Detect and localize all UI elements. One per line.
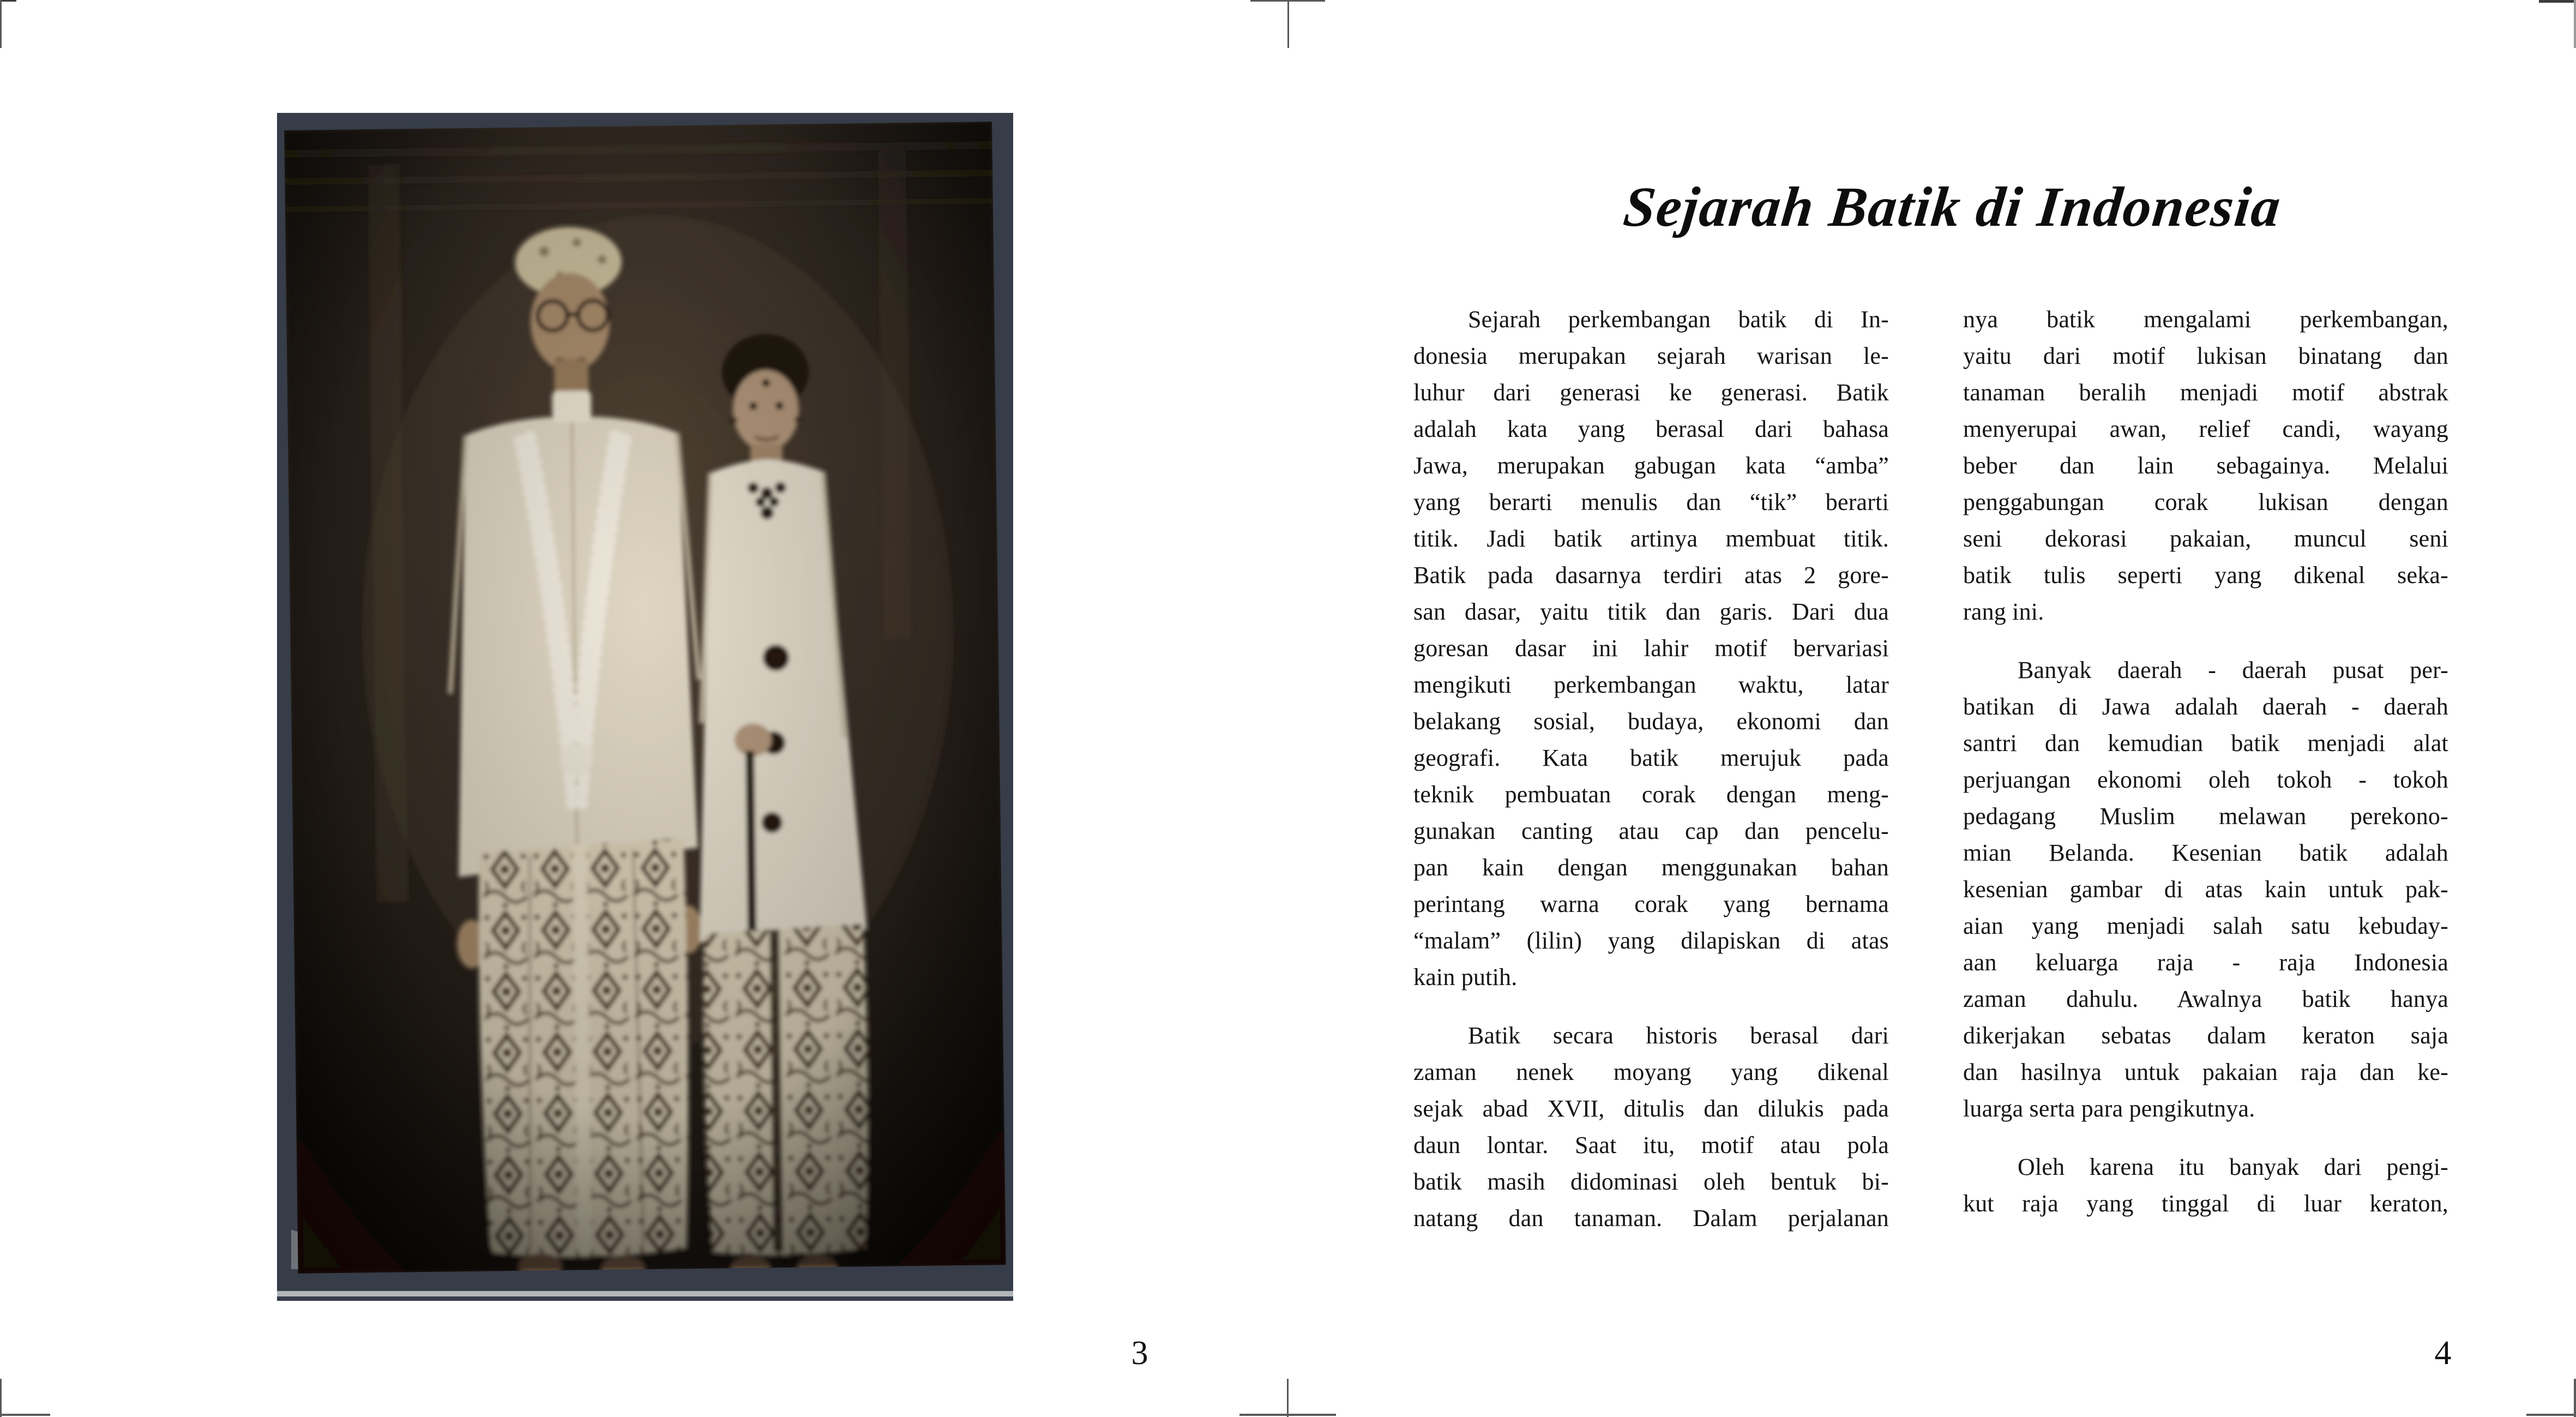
text-line: luarga serta para pengikutnya.: [1963, 1095, 2255, 1122]
text-line: daun lontar. Saat itu, motif atau pola: [1413, 1132, 1889, 1158]
text-line: san dasar, yaitu titik dan garis. Dari dua: [1413, 598, 1889, 625]
text-line: Batik pada dasarnya terdiri atas 2 gore-: [1413, 562, 1889, 589]
text-line: tanaman beralih menjadi motif abstrak: [1963, 379, 2448, 406]
text-column-1: [1413, 301, 1889, 1236]
text-line: dan hasilnya untuk pakaian raja dan ke-: [1963, 1059, 2448, 1085]
text-line: nya batik mengalami perkembangan,: [1963, 306, 2448, 333]
text-line: donesia merupakan sejarah warisan le-: [1413, 343, 1889, 369]
text-line: seni dekorasi pakaian, muncul seni: [1963, 525, 2448, 552]
wedding-photo: [277, 113, 1013, 1301]
text-line: Jawa, merupakan gabugan kata “amba”: [1413, 452, 1889, 479]
text-line: kain putih.: [1413, 964, 1518, 990]
text-line: kesenian gambar di atas kain untuk pak-: [1963, 876, 2448, 903]
crop-mark-top-center-v: [1287, 0, 1289, 48]
photo-scene: [284, 122, 1006, 1286]
text-line: kut raja yang tinggal di luar keraton,: [1963, 1190, 2448, 1217]
crop-mark-bottom-right-h: [2526, 1414, 2576, 1416]
text-line: geografi. Kata batik merujuk pada: [1413, 744, 1889, 771]
text-line: gunakan canting atau cap dan pencelu-: [1413, 818, 1889, 844]
text-column-2: [1963, 301, 2448, 1222]
crop-mark-top-right-v: [2574, 0, 2576, 48]
text-line: Batik secara historis berasal dari: [1468, 1022, 1889, 1049]
text-line: perintang warna corak yang bernama: [1413, 891, 1889, 917]
crop-mark-top-right-h: [2539, 0, 2576, 3]
text-line: titik. Jadi batik artinya membuat titik.: [1413, 525, 1889, 552]
text-line: aan keluarga raja - raja Indonesia: [1963, 949, 2448, 976]
text-line: zaman dahulu. Awalnya batik hanya: [1963, 986, 2448, 1012]
text-line: aian yang menjadi salah satu kebuday-: [1963, 912, 2448, 939]
text-line: yang berarti menulis dan “tik” berarti: [1413, 489, 1889, 515]
text-line: penggabungan corak lukisan dengan: [1963, 489, 2448, 515]
text-line: santri dan kemudian batik menjadi alat: [1963, 730, 2448, 756]
text-line: belakang sosial, budaya, ekonomi dan: [1413, 708, 1889, 735]
text-line: pedagang Muslim melawan perekono-: [1963, 803, 2448, 830]
text-line: rang ini.: [1963, 598, 2044, 625]
crop-mark-bottom-right-v: [2574, 1379, 2576, 1417]
text-line: beber dan lain sebagainya. Melalui: [1963, 452, 2448, 479]
crop-mark-bottom-center-v: [1287, 1379, 1289, 1417]
crop-mark-top-left-h: [0, 0, 16, 2]
page-number-left: 3: [1131, 1335, 1148, 1372]
text-line: mian Belanda. Kesenian batik adalah: [1963, 839, 2448, 866]
text-line: Sejarah perkembangan batik di In-: [1468, 306, 1889, 333]
text-line: luhur dari generasi ke generasi. Batik: [1413, 379, 1889, 406]
text-line: goresan dasar ini lahir motif bervariasi: [1413, 635, 1889, 662]
text-line: Oleh karena itu banyak dari pengi-: [2018, 1154, 2448, 1180]
photo-mount-bottom-highlight: [277, 1291, 1013, 1296]
text-line: batikan di Jawa adalah daerah - daerah: [1963, 693, 2448, 720]
text-line: teknik pembuatan corak dengan meng-: [1413, 781, 1889, 808]
text-line: batik tulis seperti yang dikenal seka-: [1963, 562, 2448, 589]
text-line: natang dan tanaman. Dalam perjalanan: [1413, 1205, 1889, 1232]
crop-mark-top-left-v: [0, 0, 2, 48]
text-line: pan kain dengan menggunakan bahan: [1413, 854, 1889, 881]
wedding-photo-frame: [277, 113, 1013, 1301]
page-title: Sejarah Batik di Indonesia: [1621, 176, 2285, 238]
text-line: mengikuti perkembangan waktu, latar: [1413, 671, 1889, 698]
text-line: perjuangan ekonomi oleh tokoh - tokoh: [1963, 766, 2448, 793]
text-line: menyerupai awan, relief candi, wayang: [1963, 416, 2448, 442]
crop-mark-bottom-left-v: [0, 1379, 2, 1417]
text-line: batik masih didominasi oleh bentuk bi-: [1413, 1168, 1889, 1195]
text-line: adalah kata yang berasal dari bahasa: [1413, 416, 1889, 442]
text-line: sejak abad XVII, ditulis dan dilukis pada: [1413, 1095, 1889, 1122]
text-line: zaman nenek moyang yang dikenal: [1413, 1059, 1889, 1085]
text-line: “malam” (lilin) yang dilapiskan di atas: [1413, 927, 1889, 954]
text-line: Banyak daerah - daerah pusat per-: [2018, 657, 2448, 683]
text-line: dikerjakan sebatas dalam keraton saja: [1963, 1022, 2448, 1049]
page-number-right: 4: [2434, 1335, 2452, 1372]
crop-mark-bottom-left-h: [0, 1414, 50, 1416]
text-line: yaitu dari motif lukisan binatang dan: [1963, 343, 2448, 369]
crop-mark-bottom-center-h: [1239, 1414, 1336, 1416]
